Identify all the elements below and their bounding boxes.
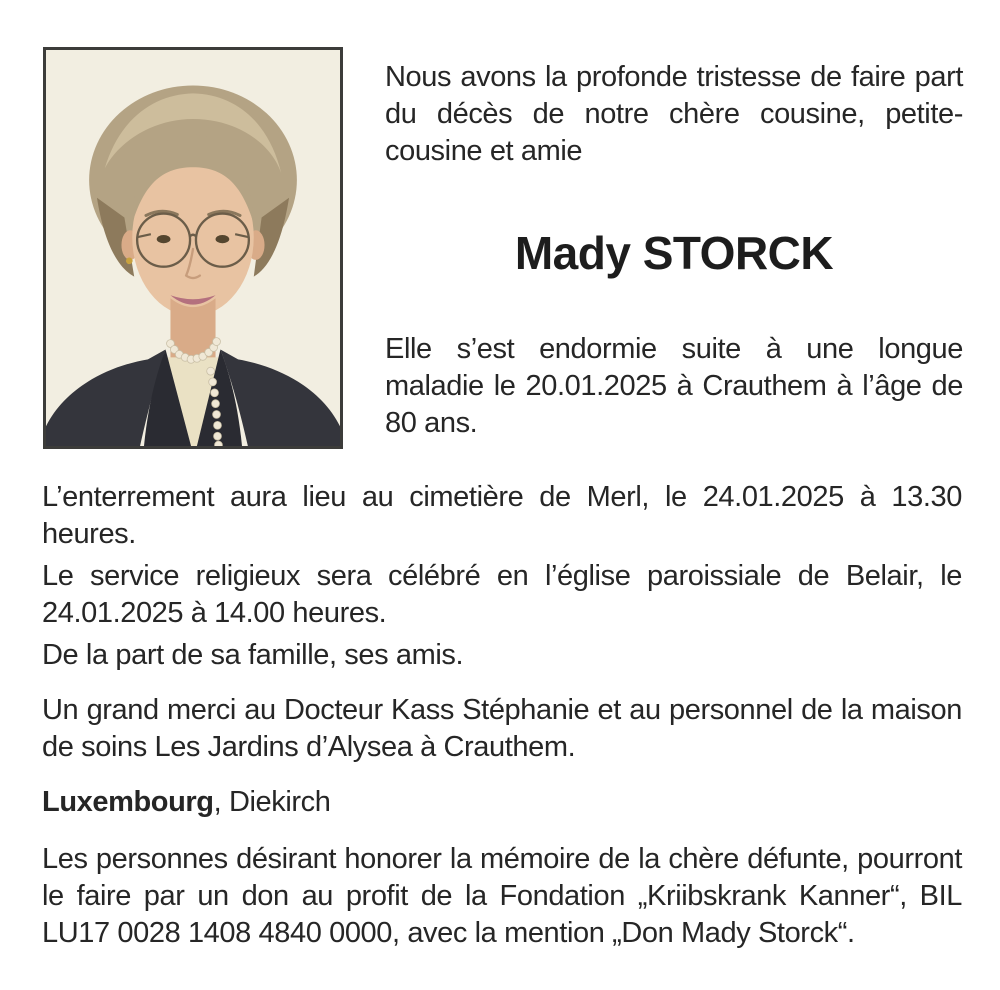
photo-earring [126,257,133,264]
announcement-column [385,47,963,442]
family-line: De la part de sa famille, ses amis. [42,639,464,671]
intro-text: Nous avons la profonde tristesse de faire part du décès de notre chère cousine, petite- cousine et amie [385,61,963,167]
location-extra: , Diekirch [213,786,331,818]
death-announcement: Elle s’est endormie suite à une longue maladie le 20.01.2025 à Crauthem à l’âge de 80 ans. [385,333,963,439]
deceased-name: Mady STORCK [514,227,834,279]
donation-info: Les personnes désirant honorer la mémoire de la chère défunte, pourront le faire par un don au profit de la Fondation „Kriibskrank Kanner“, BIL LU17 0028 1408 4840 0000, avec la mention „Don Mady Storck“. [42,843,962,949]
notice-header [0,0,1000,449]
burial-info: L’enterrement aura lieu au cimetière de Merl, le 24.01.2025 à 13.30 heures. [42,481,962,550]
photo-eye-right [216,235,230,243]
photo-eye-left [157,235,171,243]
location-line [42,784,962,821]
service-info: Le service religieux sera célébré en l’église paroissiale de Belair, le 24.01.2025 à 14.00 heures. [42,560,962,629]
location-city: Luxembourg [42,786,214,818]
portrait-photo [43,47,343,449]
notice-body [42,479,962,952]
thanks-line: Un grand merci au Docteur Kass Stéphanie et au personnel de la maison de soins Les Jardins d’Alysea à Crauthem. [42,694,962,763]
portrait-illustration [46,50,340,446]
